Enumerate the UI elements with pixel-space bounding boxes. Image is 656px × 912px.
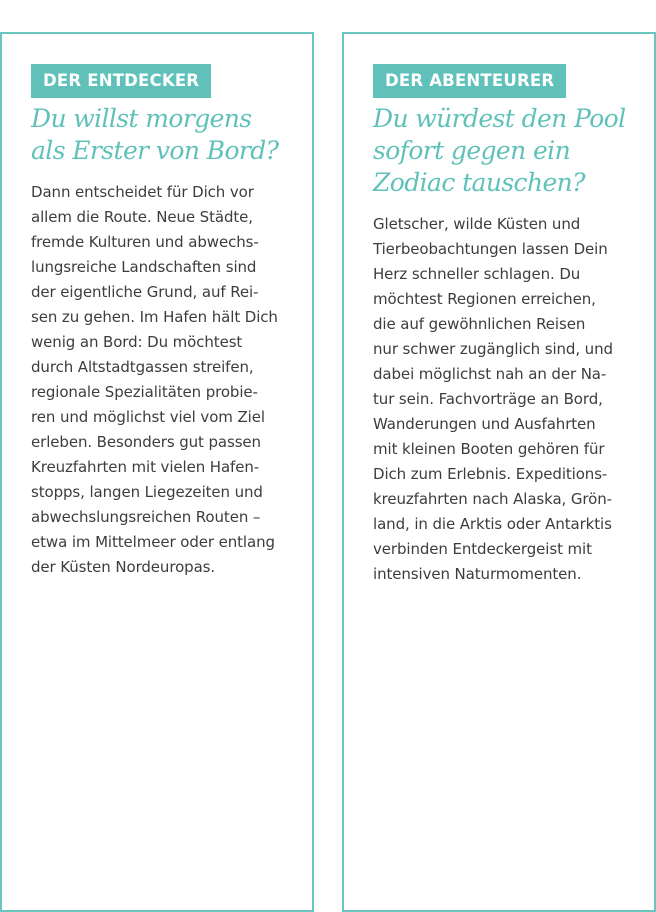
body-line: Gletscher, wilde Küsten und xyxy=(373,215,581,233)
body-line: wenig an Bord: Du möchtest xyxy=(31,333,243,351)
body-line: lungsreiche Landschaften sind xyxy=(31,258,257,276)
body-line: kreuzfahrten nach Alaska, Grön- xyxy=(373,490,612,508)
body-line: Kreuzfahrten mit vielen Hafen- xyxy=(31,458,260,476)
body-line: abwechslungsreichen Routen – xyxy=(31,508,261,526)
body-line: Dich zum Erlebnis. Expeditions- xyxy=(373,465,608,483)
card-entdecker xyxy=(0,32,314,912)
body-line: Tierbeobachtungen lassen Dein xyxy=(373,240,608,258)
heading-line: Zodiac tauschen? xyxy=(373,168,585,197)
card-body-text xyxy=(31,180,293,580)
body-line: Herz schneller schlagen. Du xyxy=(373,265,581,283)
body-line: regionale Spezialitäten probie- xyxy=(31,383,258,401)
body-line: mit kleinen Booten gehören für xyxy=(373,440,605,458)
body-line: land, in die Arktis oder Antarktis xyxy=(373,515,612,533)
card-abenteurer xyxy=(342,32,656,912)
category-tag: DER ENTDECKER xyxy=(31,64,211,98)
body-line: der Küsten Nordeuropas. xyxy=(31,558,216,576)
heading-line: Du würdest den Pool xyxy=(373,104,626,133)
body-line: sen zu gehen. Im Hafen hält Dich xyxy=(31,308,278,326)
body-line: allem die Route. Neue Städte, xyxy=(31,208,253,226)
body-line: Wanderungen und Ausfahrten xyxy=(373,415,596,433)
body-line: fremde Kulturen und abwechs- xyxy=(31,233,259,251)
heading-line: Du willst morgens xyxy=(31,104,252,133)
body-line: intensiven Naturmomenten. xyxy=(373,565,582,583)
body-line: ren und möglichst viel vom Ziel xyxy=(31,408,265,426)
heading-line: als Erster von Bord? xyxy=(31,136,279,165)
body-line: Dann entscheidet für Dich vor xyxy=(31,183,254,201)
body-line: der eigentliche Grund, auf Rei- xyxy=(31,283,259,301)
body-line: stopps, langen Liegezeiten und xyxy=(31,483,263,501)
body-line: erleben. Besonders gut passen xyxy=(31,433,261,451)
card-body-text xyxy=(373,212,635,587)
body-line: die auf gewöhnlichen Reisen xyxy=(373,315,586,333)
body-line: etwa im Mittelmeer oder entlang xyxy=(31,533,275,551)
body-line: möchtest Regionen erreichen, xyxy=(373,290,596,308)
card-heading xyxy=(373,103,643,199)
body-line: tur sein. Fachvorträge an Bord, xyxy=(373,390,603,408)
body-line: durch Altstadtgassen streifen, xyxy=(31,358,254,376)
body-line: nur schwer zugänglich sind, und xyxy=(373,340,613,358)
category-tag: DER ABENTEURER xyxy=(373,64,566,98)
body-line: verbinden Entdeckergeist mit xyxy=(373,540,592,558)
card-heading xyxy=(31,103,301,167)
body-line: dabei möglichst nah an der Na- xyxy=(373,365,607,383)
heading-line: sofort gegen ein xyxy=(373,136,571,165)
